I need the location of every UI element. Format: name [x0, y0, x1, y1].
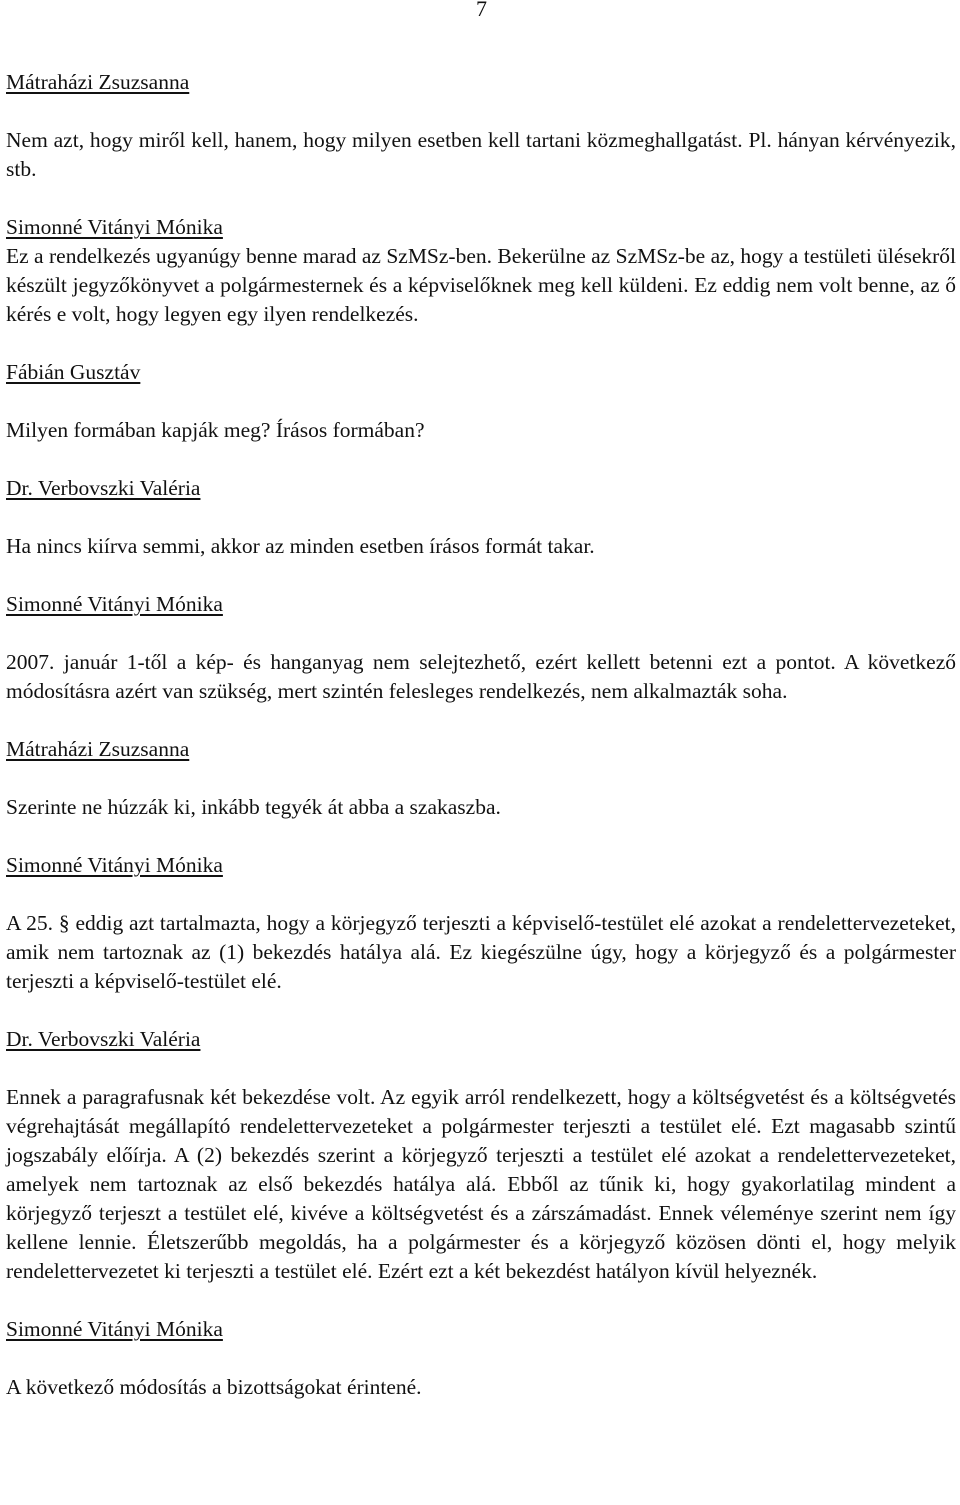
speaker-name: Simonné Vitányi Mónika: [6, 853, 223, 877]
speaker-name: Simonné Vitányi Mónika: [6, 1317, 223, 1341]
speaker-name: Mátraházi Zsuzsanna: [6, 737, 190, 761]
speech-paragraph: Nem azt, hogy miről kell, hanem, hogy milyen esetben kell tartani közmeghallgatást. Pl. hányan kérvényezik, stb.: [6, 128, 956, 181]
speech-paragraph: Ennek a paragrafusnak két bekezdése volt. Az egyik arról rendelkezett, hogy a költségvetést és a költségvetés végrehajtását megállapító rendelettervezeteket a polgármester terjeszti a testület elé. Ezt magasabb szintű jogszabály előírja. A (2) bekezdés szerint a körjegyző terjeszti a testület elé azokat a rendelettervezeteket, amelyek nem tartoznak az első bekezdés hatálya alá. Ebből az tűnik ki, hogy gyakorlatilag mindent a körjegyző terjeszt a testület elé, kivéve a költségvetést és a zárszámadást. Ennek véleménye szerint nem így kellene lennie. Életszerűbb megoldás, ha a polgármester és a körjegyző közösen dönti el, hogy melyik rendelettervezetet ki terjeszti a testület elé. Ezért ezt a két bekezdést hatályon kívül helyeznék.: [6, 1085, 956, 1283]
speaker-name: Dr. Verbovszki Valéria: [6, 476, 201, 500]
speech-paragraph: Ez a rendelkezés ugyanúgy benne marad az SzMSz-ben. Bekerülne az SzMSz-be az, hogy a testületi ülésekről készült jegyzőkönyvet a polgármesternek és a képviselőknek meg kell küldeni. Ez eddig nem volt benne, az ő kérés e volt, hogy legyen egy ilyen rendelkezés.: [6, 244, 956, 326]
speech-paragraph: 2007. január 1-től a kép- és hanganyag nem selejtezhető, ezért kellett betenni ezt a pontot. A következő módosításra azért van szükség, mert szintén felesleges rendelkezés, nem alkalmazták soha.: [6, 650, 956, 703]
page-number: 7: [476, 0, 487, 21]
speech-paragraph: A következő módosítás a bizottságokat érintené.: [6, 1375, 422, 1399]
speaker-name: Fábián Gusztáv: [6, 360, 141, 384]
speaker-name: Simonné Vitányi Mónika: [6, 215, 223, 239]
speaker-name: Simonné Vitányi Mónika: [6, 592, 223, 616]
speaker-name: Dr. Verbovszki Valéria: [6, 1027, 201, 1051]
speech-paragraph: Milyen formában kapják meg? Írásos formában?: [6, 418, 425, 442]
speech-paragraph: Szerinte ne húzzák ki, inkább tegyék át abba a szakaszba.: [6, 795, 501, 819]
transcript: [6, 68, 956, 1402]
speech-paragraph: Ha nincs kiírva semmi, akkor az minden esetben írásos formát takar.: [6, 534, 595, 558]
speaker-name: Mátraházi Zsuzsanna: [6, 70, 190, 94]
speech-paragraph: A 25. § eddig azt tartalmazta, hogy a körjegyző terjeszti a képviselő-testület elé azokat a rendelettervezeteket, amik nem tartoznak az (1) bekezdés hatálya alá. Ez kiegészülne úgy, hogy a körjegyző és a polgármester terjeszti a képviselő-testület elé.: [6, 911, 956, 993]
